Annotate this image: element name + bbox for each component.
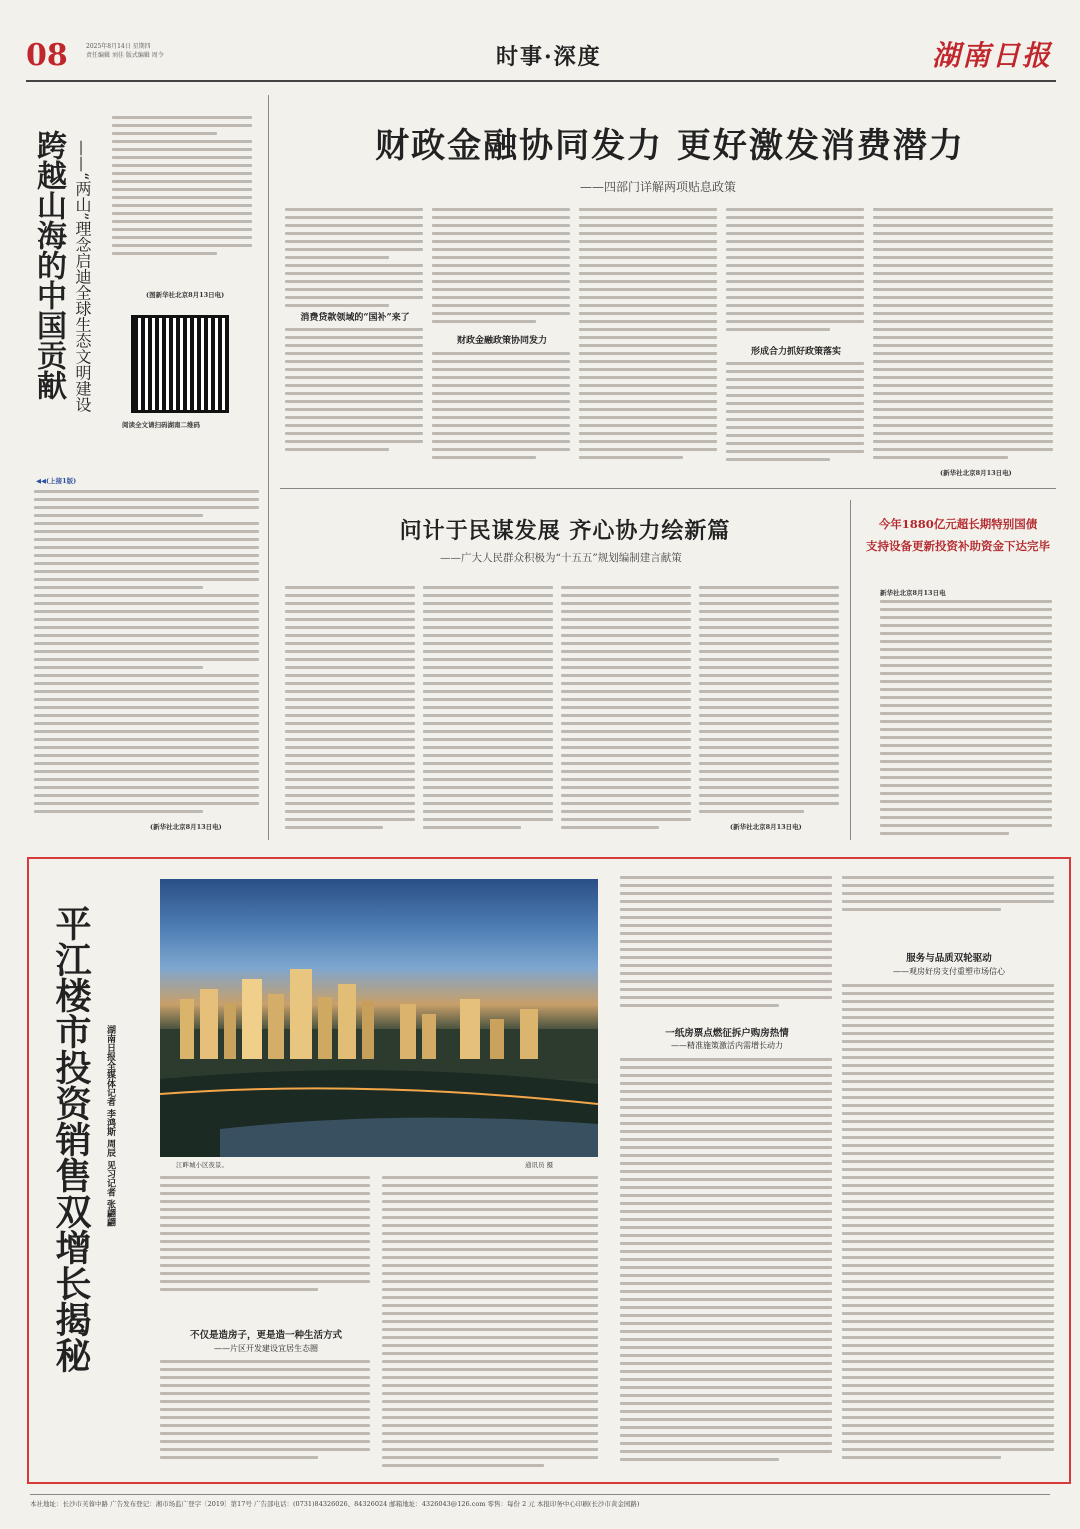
feature-col2 bbox=[382, 1176, 598, 1480]
feature-subhead-1-sub: ——片区开发建设宜居生态圈 bbox=[214, 1344, 318, 1353]
feature-col3 bbox=[620, 876, 832, 1016]
left-end-source: (新华社北京8月13日电) bbox=[150, 823, 222, 831]
photo-credit: 通讯员 摄 bbox=[525, 1161, 554, 1169]
header-meta bbox=[86, 42, 246, 60]
story2-col4 bbox=[699, 586, 839, 822]
story1-col3 bbox=[579, 208, 717, 476]
feature-byline: 湖南日报全媒体记者 李鸿斯 周辰 见习记者 张翩翩 bbox=[105, 1025, 115, 1227]
story1-subhead-3: 形成合力抓好政策落实 bbox=[750, 347, 841, 357]
story1-col2b bbox=[432, 352, 570, 476]
story3-dateline: 新华社北京8月13日电 bbox=[880, 589, 946, 597]
story1-subhead-2: 财政金融政策协同发力 bbox=[456, 336, 547, 346]
feature-title: 平江楼市投资销售双增长揭秘 bbox=[50, 905, 92, 1373]
story1-col5 bbox=[873, 208, 1053, 466]
qr-caption: 阅读全文请扫码湖南二维码 bbox=[122, 421, 200, 429]
editors-line: 责任编辑 刘佳 版式编辑 周令 bbox=[86, 52, 164, 59]
page-footer: 本社地址：长沙市芙蓉中路 广告发布登记：湘市场监广登字〔2019〕第17号 广告部电话：(0731)84326026、84326024 邮箱地址：4326043@126.com 零售：每份 2 元 本报印务中心印刷(长沙市黄金园路) bbox=[30, 1494, 1050, 1517]
story3-title-1: 今年1880亿元超长期特别国债 bbox=[878, 517, 1038, 531]
feature-subhead-2: 一纸房票点燃征拆户购房热情 bbox=[665, 1028, 789, 1039]
feature-subhead-1: 不仅是造房子，更是造一种生活方式 bbox=[189, 1330, 342, 1341]
feature-subhead-3: 服务与品质双轮驱动 bbox=[906, 953, 992, 964]
feature-col1 bbox=[160, 1176, 370, 1316]
story2-col1 bbox=[285, 586, 415, 836]
section-title: 时事·深度 bbox=[496, 44, 602, 70]
story2-subtitle: ——广大人民群众积极为“十五五”规划编制建言献策 bbox=[440, 552, 682, 564]
page-header bbox=[26, 34, 1056, 82]
left-intro-text bbox=[112, 116, 252, 286]
column-divider bbox=[268, 95, 269, 840]
city-night-photo bbox=[160, 879, 598, 1157]
story3-body bbox=[880, 600, 1052, 836]
story1-source: (新华社北京8月13日电) bbox=[940, 469, 1012, 477]
photo-caption: 江畔城小区夜景。 bbox=[176, 1161, 228, 1169]
story3-title-2: 支持设备更新投资补助资金下达完毕 bbox=[866, 539, 1050, 553]
story1-col1b bbox=[285, 328, 423, 478]
left-story-subtitle: ——“两山”理念启迪全球生态文明建设 bbox=[73, 140, 92, 413]
left-intro-source: (图新华社北京8月13日电) bbox=[146, 291, 225, 299]
story2-title: 问计于民谋发展 齐心协力绘新篇 bbox=[399, 518, 731, 544]
continued-marker: ◀◀(上接1版) bbox=[36, 477, 77, 485]
story2-divider bbox=[850, 500, 851, 840]
story2-source: (新华社北京8月13日电) bbox=[730, 823, 802, 831]
date-line: 2025年8月14日 星期四 bbox=[86, 43, 151, 50]
feature-col1b bbox=[160, 1360, 370, 1480]
feature-photo bbox=[160, 879, 598, 1157]
qr-code[interactable] bbox=[134, 318, 226, 410]
story1-bottom-rule bbox=[280, 488, 1056, 489]
left-story-title: 跨越山海的中国贡献 bbox=[31, 130, 66, 400]
page-number: 08 bbox=[26, 38, 68, 73]
feature-col4 bbox=[842, 876, 1054, 916]
feature-col3b bbox=[620, 1058, 832, 1480]
feature-col4b bbox=[842, 984, 1054, 1480]
story2-col3 bbox=[561, 586, 691, 836]
left-body-text bbox=[34, 490, 259, 820]
story1-subhead-1: 消费贷款领域的“国补”来了 bbox=[300, 313, 410, 323]
story1-col4b bbox=[726, 362, 864, 476]
feature-subhead-2-sub: ——精准施策激活内需增长动力 bbox=[671, 1041, 783, 1050]
story2-col2 bbox=[423, 586, 553, 836]
masthead: 湖南日报 bbox=[931, 39, 1052, 72]
story1-col4 bbox=[726, 208, 864, 338]
story1-title: 财政金融协同发力 更好激发消费潜力 bbox=[375, 126, 965, 166]
story1-subtitle: ——四部门详解两项贴息政策 bbox=[580, 180, 737, 194]
feature-subhead-3-sub: ——观房好房支付重塑市场信心 bbox=[893, 967, 1005, 976]
